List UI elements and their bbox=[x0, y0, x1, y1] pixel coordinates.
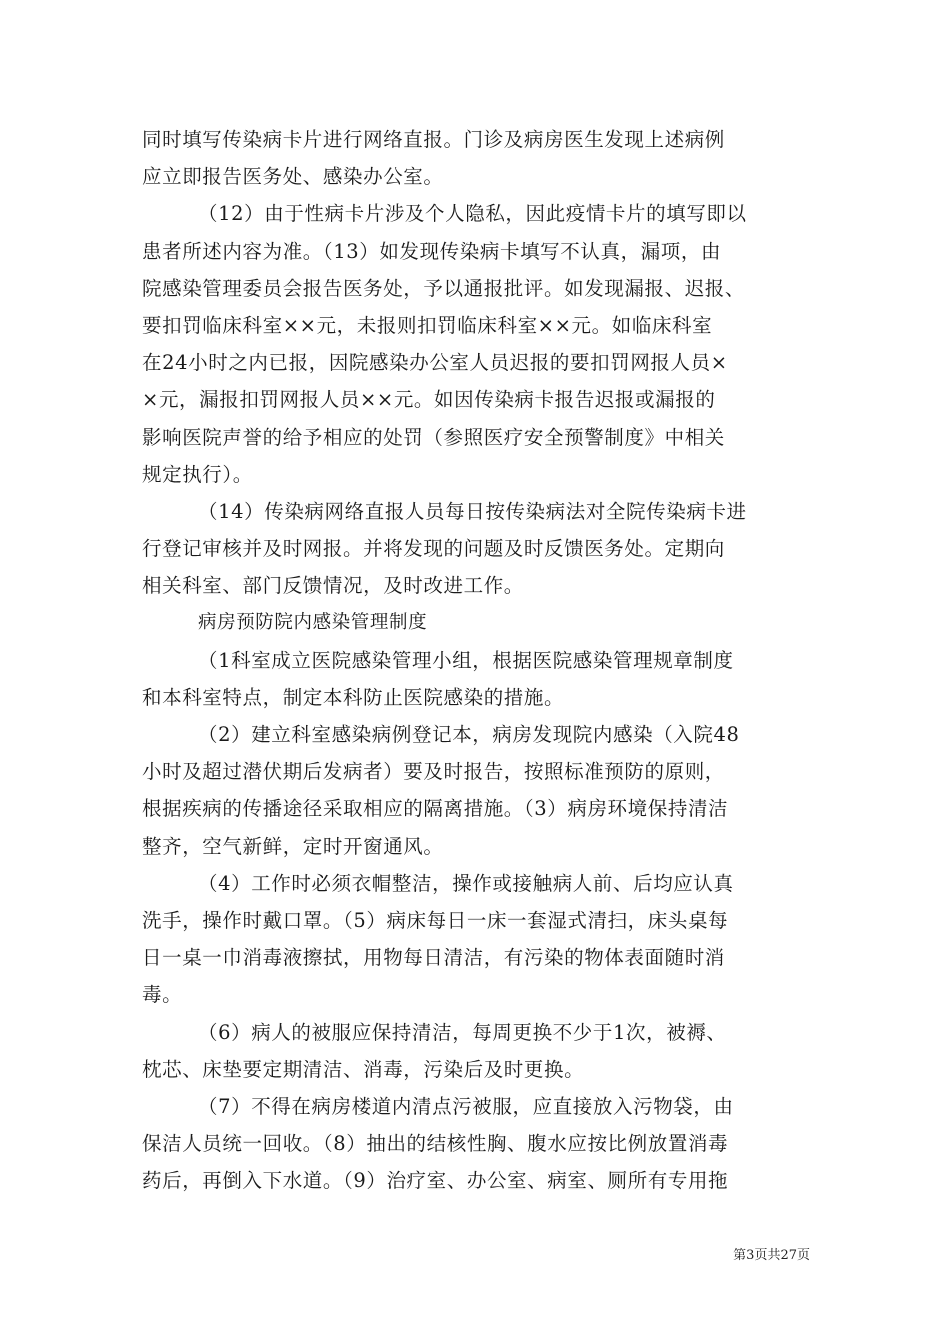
text-line: ×元，漏报扣罚网报人员××元。如因传染病卡报告迟报或漏报的 bbox=[142, 388, 716, 412]
text-line: 同时填写传染病卡片进行网络直报。门诊及病房医生发现上述病例 bbox=[142, 128, 725, 151]
text-line: 毒。 bbox=[142, 983, 183, 1007]
text-line: 根据疾病的传播途径采取相应的隔离措施。（3）病房环境保持清洁 bbox=[142, 797, 729, 821]
paragraph-start: （6）病人的被服应保持清洁，每周更换不少于1次，被褥、 bbox=[198, 1020, 727, 1044]
page-number: 第3页共27页 bbox=[733, 1248, 810, 1263]
text-line: 小时及超过潜伏期后发病者）要及时报告，按照标准预防的原则， bbox=[142, 760, 725, 784]
text-line: 行登记审核并及时网报。并将发现的问题及时反馈医务处。定期向 bbox=[142, 537, 725, 561]
text-line: 药后，再倒入下水道。（9）治疗室、办公室、病室、厕所有专用拖 bbox=[142, 1169, 729, 1193]
paragraph-start: （7）不得在病房楼道内清点污被服，应直接放入污物袋，由 bbox=[198, 1094, 734, 1118]
text-line: 要扣罚临床科室××元，未报则扣罚临床科室××元。如临床科室 bbox=[142, 313, 713, 337]
text-line: 和本科室特点，制定本科防止医院感染的措施。 bbox=[142, 685, 565, 709]
body-text bbox=[142, 121, 810, 1199]
paragraph-start: （4）工作时必须衣帽整洁，操作或接触病人前、后均应认真 bbox=[198, 871, 734, 895]
section-heading: 病房预防院内感染管理制度 bbox=[198, 612, 428, 634]
text-line: 在24小时之内已报，因院感染办公室人员迟报的要扣罚网报人员× bbox=[142, 351, 728, 375]
text-line: 日一桌一巾消毒液擦拭，用物每日清洁，有污染的物体表面随时消 bbox=[142, 946, 725, 970]
paragraph-start: （12）由于性病卡片涉及个人隐私，因此疫情卡片的填写即以 bbox=[198, 202, 747, 226]
text-line: 枕芯、床垫要定期清洁、消毒，污染后及时更换。 bbox=[142, 1057, 585, 1081]
text-line: 保洁人员统一回收。（8）抽出的结核性胸、腹水应按比例放置消毒 bbox=[142, 1132, 729, 1156]
text-line: 洗手，操作时戴口罩。（5）病床每日一床一套湿式清扫，床头桌每 bbox=[142, 908, 729, 932]
text-line: 院感染管理委员会报告医务处，予以通报批评。如发现漏报、迟报、 bbox=[142, 276, 746, 300]
text-line: 应立即报告医务处、感染办公室。 bbox=[142, 165, 444, 189]
paragraph-start: （2）建立科室感染病例登记本，病房发现院内感染（入院48 bbox=[198, 723, 740, 746]
text-line: 相关科室、部门反馈情况，及时改进工作。 bbox=[142, 574, 524, 598]
text-line: 整齐，空气新鲜，定时开窗通风。 bbox=[142, 834, 444, 858]
paragraph-start: （14）传染病网络直报人员每日按传染病法对全院传染病卡进 bbox=[198, 499, 747, 523]
text-line: 规定执行）。 bbox=[142, 462, 253, 486]
text-line: 影响医院声誉的给予相应的处罚（参照医疗安全预警制度》中相关 bbox=[142, 425, 725, 449]
paragraph-start: （1科室成立医院感染管理小组，根据医院感染管理规章制度 bbox=[198, 648, 734, 672]
text-line: 患者所述内容为准。（13）如发现传染病卡填写不认真，漏项，由 bbox=[142, 239, 722, 263]
